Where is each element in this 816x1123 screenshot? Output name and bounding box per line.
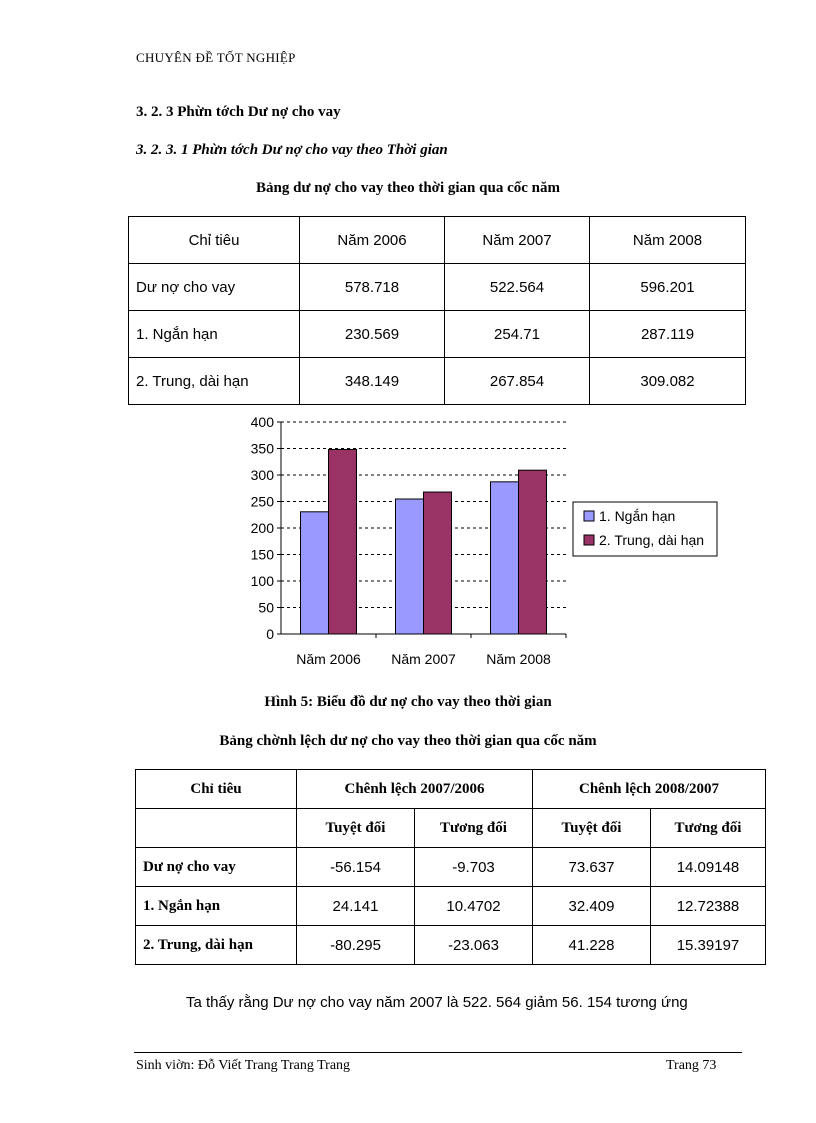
figure-caption: Hình 5: Biểu đồ dư nợ cho vay theo thời gian xyxy=(264,694,552,710)
x-tick-label: Năm 2008 xyxy=(486,651,551,667)
body-paragraph: Ta thấy rằng Dư nợ cho vay năm 2007 là 522. 564 giảm 56. 154 tương ứng xyxy=(186,994,688,1011)
table-cell: 522.564 xyxy=(445,264,590,311)
legend-label-long-term: 2. Trung, dài hạn xyxy=(599,532,705,548)
table-cell: Dư nợ cho vay xyxy=(129,264,300,311)
table-cell: 348.149 xyxy=(300,358,445,405)
table-cell: 10.4702 xyxy=(415,887,533,926)
bar-long-term xyxy=(424,492,452,634)
table-header-cell: Tuyệt đối xyxy=(533,809,651,848)
table-cell: 287.119 xyxy=(590,311,746,358)
table-subheader-row xyxy=(136,809,766,848)
table-header-cell: Tương đối xyxy=(651,809,766,848)
table2-caption: Bảng chờnh lệch dư nợ cho vay theo thời gian qua cốc năm xyxy=(219,733,597,749)
table-cell: 24.141 xyxy=(297,887,415,926)
table-cell: 14.09148 xyxy=(651,848,766,887)
y-tick-label: 350 xyxy=(250,440,274,457)
table-header-cell: Chênh lệch 2007/2006 xyxy=(297,770,533,809)
table-cell: 1. Ngắn hạn xyxy=(129,311,300,358)
table-header-row xyxy=(136,770,766,809)
bar-long-term xyxy=(519,470,547,634)
legend-label-short-term: 1. Ngắn hạn xyxy=(599,508,676,524)
table-cell: 73.637 xyxy=(533,848,651,887)
y-tick-label: 50 xyxy=(258,599,274,616)
table-header-cell: Năm 2006 xyxy=(300,217,445,264)
table-header-cell: Chỉ tiêu xyxy=(136,770,297,809)
bar-long-term xyxy=(329,449,357,634)
table-cell: Dư nợ cho vay xyxy=(136,848,297,887)
table-cell: -56.154 xyxy=(297,848,415,887)
table-header-cell: Tuyệt đối xyxy=(297,809,415,848)
table-header-cell: Tương đối xyxy=(415,809,533,848)
y-tick-label: 250 xyxy=(250,493,274,510)
table1-caption: Bảng dư nợ cho vay theo thời gian qua cốc năm xyxy=(256,180,560,196)
table-row xyxy=(136,848,766,887)
table-cell: 41.228 xyxy=(533,926,651,965)
document-header: CHUYÊN ĐỀ TỐT NGHIỆP xyxy=(136,50,296,65)
chart-bars xyxy=(301,449,547,634)
table-cell: 254.71 xyxy=(445,311,590,358)
legend-swatch-long-term xyxy=(584,535,594,545)
y-tick-label: 200 xyxy=(250,520,274,536)
table-row xyxy=(136,887,766,926)
y-tick-label: 150 xyxy=(250,546,274,563)
table-header-row xyxy=(129,217,746,264)
table-cell: 230.569 xyxy=(300,311,445,358)
table-cell: 2. Trung, dài hạn xyxy=(136,926,297,965)
section-heading: 3. 2. 3 Phừn tớch Dư nợ cho vay xyxy=(136,104,341,120)
table-row xyxy=(136,926,766,965)
table-header-cell: Chênh lệch 2008/2007 xyxy=(533,770,766,809)
table-cell: 309.082 xyxy=(590,358,746,405)
table-header-cell: Năm 2008 xyxy=(590,217,746,264)
table-row xyxy=(129,311,746,358)
table-cell: 15.39197 xyxy=(651,926,766,965)
loan-difference-table xyxy=(135,769,766,965)
table-cell: 596.201 xyxy=(590,264,746,311)
y-tick-label: 0 xyxy=(266,626,274,642)
y-tick-label: 100 xyxy=(250,573,274,589)
y-tick-label: 400 xyxy=(250,414,274,430)
x-tick-label: Năm 2006 xyxy=(296,651,361,667)
bar-short-term xyxy=(396,499,424,634)
x-tick-label: Năm 2007 xyxy=(391,651,456,667)
y-axis-ticks xyxy=(251,414,281,642)
legend-swatch-short-term xyxy=(584,511,594,521)
table-row xyxy=(129,264,746,311)
table-cell: 1. Ngắn hạn xyxy=(136,887,297,926)
table-header-cell: Năm 2007 xyxy=(445,217,590,264)
table-cell: -80.295 xyxy=(297,926,415,965)
subsection-heading: 3. 2. 3. 1 Phừn tớch Dư nợ cho vay theo Thời gian xyxy=(136,142,448,158)
x-axis-labels xyxy=(296,634,566,667)
loan-balance-table xyxy=(128,216,746,405)
table-cell: 267.854 xyxy=(445,358,590,405)
table-cell: 578.718 xyxy=(300,264,445,311)
table-cell: 2. Trung, dài hạn xyxy=(129,358,300,405)
table-cell: 32.409 xyxy=(533,887,651,926)
table-header-cell: Chỉ tiêu xyxy=(129,217,300,264)
bar-short-term xyxy=(301,512,329,634)
footer-rule xyxy=(134,1052,742,1053)
y-tick-label: 300 xyxy=(250,467,274,483)
bar-short-term xyxy=(491,482,519,634)
table-cell: -23.063 xyxy=(415,926,533,965)
table-cell: 12.72388 xyxy=(651,887,766,926)
table-header-cell xyxy=(136,809,297,848)
table-row xyxy=(129,358,746,405)
chart-legend xyxy=(573,502,717,556)
footer-author: Sinh viờn: Đỗ Viết Trang Trang Trang xyxy=(136,1058,351,1073)
loan-bar-chart xyxy=(238,410,728,675)
table-cell: -9.703 xyxy=(415,848,533,887)
footer-page-number: Trang 73 xyxy=(666,1058,717,1073)
